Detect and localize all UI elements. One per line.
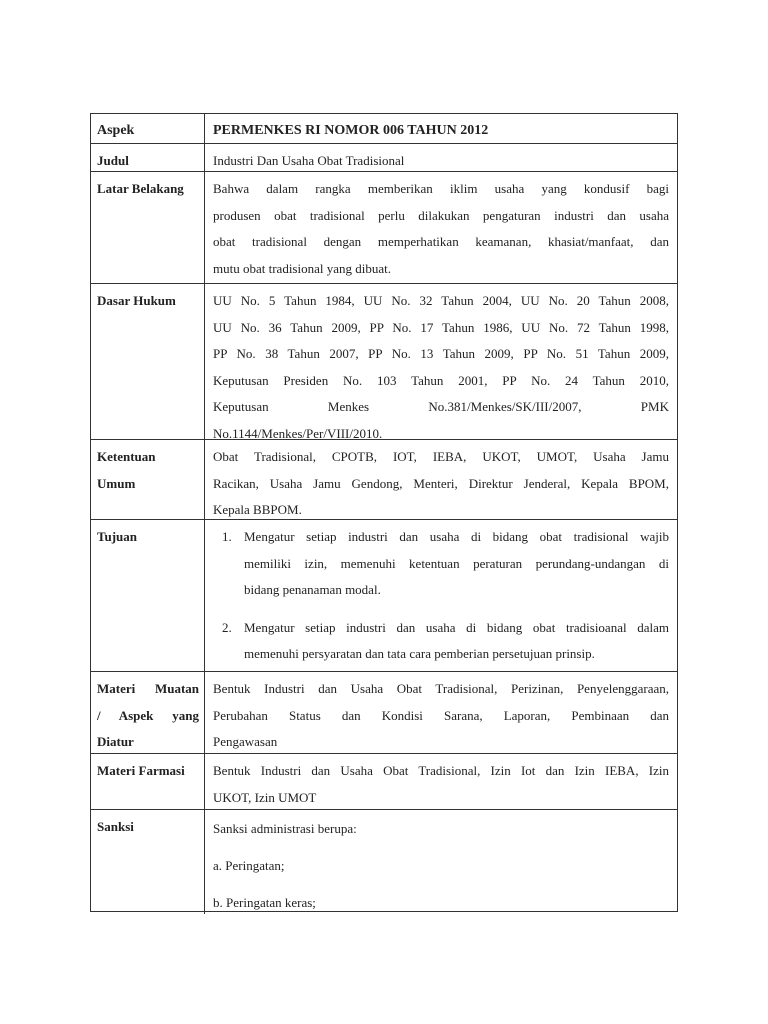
row-label-line: Judul <box>97 153 129 168</box>
row-label-line: Sanksi <box>97 819 134 834</box>
list-item-line: memiliki izin, memenuhi ketentuan peraturan perundang-undangan di <box>244 555 669 571</box>
row-label-line: Materi Farmasi <box>97 763 185 778</box>
content-line: Bahwa dalam rangka memberikan iklim usaha yang kondusif bagi <box>213 181 669 196</box>
content-line: Bentuk Industri dan Usaha Obat Tradisional, Perizinan, Penyelenggaraan, <box>213 681 669 696</box>
list-item-line: Mengatur setiap industri dan usaha di bidang obat tradisioanal dalam <box>244 619 669 635</box>
sanction-line: b. Peringatan keras; <box>213 895 316 910</box>
content-line: Keputusan Menkes No.381/Menkes/SK/III/2007, PMK <box>213 399 669 414</box>
row-label <box>91 754 205 810</box>
row-content <box>206 172 677 284</box>
content-line: Keputusan Presiden No. 103 Tahun 2001, PP No. 24 Tahun 2010, <box>213 372 669 388</box>
row-label <box>91 672 205 754</box>
list-item <box>213 615 669 668</box>
sanction-line: a. Peringatan; <box>213 858 285 873</box>
row-label <box>91 520 205 672</box>
table-row-sanksi <box>91 809 677 914</box>
table-header-row <box>91 114 677 143</box>
row-label-line: Ketentuan <box>97 449 156 464</box>
table-row-materi-farmasi <box>91 753 677 810</box>
list-number: 2. <box>222 619 232 635</box>
content-line: Racikan, Usaha Jamu Gendong, Menteri, Direktur Jenderal, Kepala BPOM, <box>213 475 669 491</box>
row-content <box>206 810 677 914</box>
row-content <box>206 520 677 672</box>
content-line: obat tradisional dengan memperhatikan keamanan, khasiat/manfaat, dan <box>213 234 669 249</box>
list-item-line: memenuhi persyaratan dan tata cara pemberian persetujuan prinsip. <box>244 646 595 661</box>
list-item-line: Mengatur setiap industri dan usaha di bidang obat tradisional wajib <box>244 529 669 544</box>
header-aspect: Aspek <box>91 114 205 143</box>
table-row-tujuan <box>91 519 677 672</box>
content-line: Pengawasan <box>213 734 278 749</box>
table-row-dasar-hukum <box>91 283 677 440</box>
row-content <box>206 754 677 810</box>
content-line: Perubahan Status dan Kondisi Sarana, Laporan, Pembinaan dan <box>213 707 669 723</box>
content-line: UU No. 36 Tahun 2009, PP No. 17 Tahun 1986, UU No. 72 Tahun 1998, <box>213 319 669 335</box>
content-line: Industri Dan Usaha Obat Tradisional <box>213 153 405 168</box>
sanction-line: Sanksi administrasi berupa: <box>213 821 357 836</box>
row-label-line: Materi Muatan <box>97 681 199 696</box>
row-label-line: Dasar Hukum <box>97 293 176 308</box>
row-label-line: Umum <box>97 475 136 491</box>
table-row-ketentuan-umum <box>91 439 677 520</box>
list-number: 1. <box>222 529 232 544</box>
row-label <box>91 284 205 440</box>
row-content <box>206 672 677 754</box>
list-item <box>213 524 669 604</box>
content-line: produsen obat tradisional perlu dilakukan pengaturan industri dan usaha <box>213 207 669 223</box>
row-content <box>206 440 677 520</box>
list-item-line: bidang penanaman modal. <box>244 582 381 597</box>
content-line: Kepala BBPOM. <box>213 502 302 517</box>
row-label-line: / Aspek yang <box>97 707 199 723</box>
row-label <box>91 440 205 520</box>
row-content <box>206 284 677 440</box>
table-row-materi-muatan <box>91 671 677 754</box>
content-line: mutu obat tradisional yang dibuat. <box>213 260 391 276</box>
content-line: No.1144/Menkes/Per/VIII/2010. <box>213 425 383 441</box>
content-line: Bentuk Industri dan Usaha Obat Tradisional, Izin Iot dan Izin IEBA, Izin <box>213 763 669 778</box>
content-line: PP No. 38 Tahun 2007, PP No. 13 Tahun 2009, PP No. 51 Tahun 2009, <box>213 346 669 361</box>
content-line: UU No. 5 Tahun 1984, UU No. 32 Tahun 2004, UU No. 20 Tahun 2008, <box>213 293 669 308</box>
table-row-latar-belakang <box>91 171 677 284</box>
row-label-line: Diatur <box>97 734 134 749</box>
header-title: PERMENKES RI NOMOR 006 TAHUN 2012 <box>213 123 489 138</box>
content-line: UKOT, Izin UMOT <box>213 789 317 805</box>
row-label-line: Latar Belakang <box>97 181 184 196</box>
row-content <box>206 144 677 172</box>
row-label <box>91 810 205 914</box>
row-label <box>91 172 205 284</box>
table-row-judul <box>91 143 677 172</box>
row-label-line: Tujuan <box>97 529 137 544</box>
aspect-table <box>90 113 678 912</box>
content-line: Obat Tradisional, CPOTB, IOT, IEBA, UKOT, UMOT, Usaha Jamu <box>213 449 669 464</box>
row-label <box>91 144 205 172</box>
